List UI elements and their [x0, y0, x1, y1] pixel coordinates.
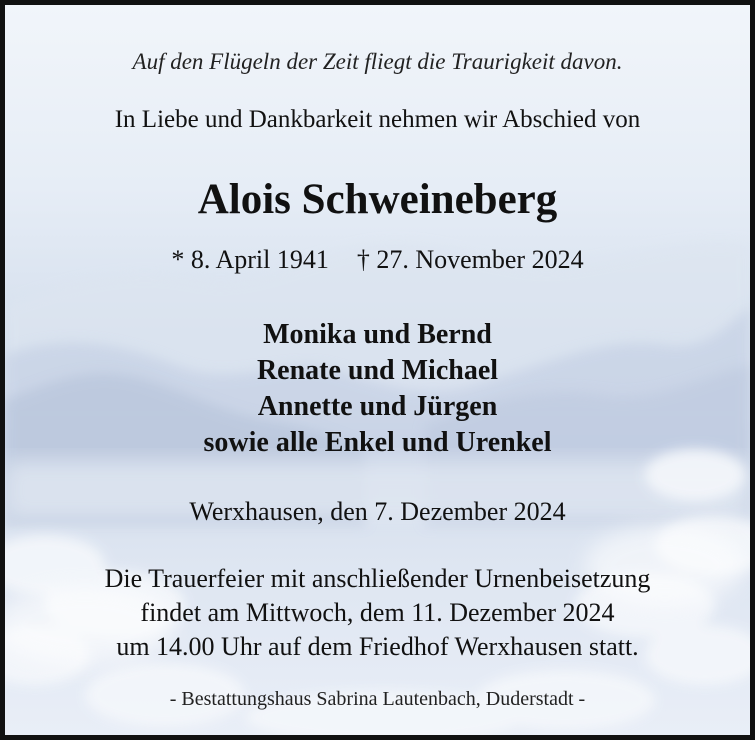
- deceased-name: Alois Schweineberg: [197, 176, 558, 223]
- life-dates: [5, 245, 750, 275]
- notice-text: [5, 5, 750, 735]
- death-date: † 27. November 2024: [356, 245, 584, 274]
- mourner-line: Renate und Michael: [256, 355, 499, 386]
- funeral-line: Die Trauerfeier mit anschließender Urnenbeisetzung: [104, 564, 651, 593]
- funeral-line: um 14.00 Uhr auf dem Friedhof Werxhausen statt.: [116, 632, 639, 661]
- intro-line: In Liebe und Dankbarkeit nehmen wir Abschied von: [114, 106, 641, 133]
- funeral-line: findet am Mittwoch, dem 11. Dezember 2024: [140, 598, 615, 627]
- mourner-line: sowie alle Enkel und Urenkel: [203, 427, 552, 458]
- mourner-line: Monika und Bernd: [263, 319, 492, 350]
- motto: Auf den Flügeln der Zeit fliegt die Traurigkeit davon.: [132, 49, 623, 74]
- funeral-info: [5, 562, 750, 664]
- mourners-list: [5, 317, 750, 461]
- mourner-line: Annette und Jürgen: [257, 391, 498, 422]
- birth-date: * 8. April 1941: [171, 245, 329, 274]
- place-date: Werxhausen, den 7. Dezember 2024: [189, 497, 566, 526]
- undertaker-credit: - Bestattungshaus Sabrina Lautenbach, Duderstadt -: [169, 688, 586, 710]
